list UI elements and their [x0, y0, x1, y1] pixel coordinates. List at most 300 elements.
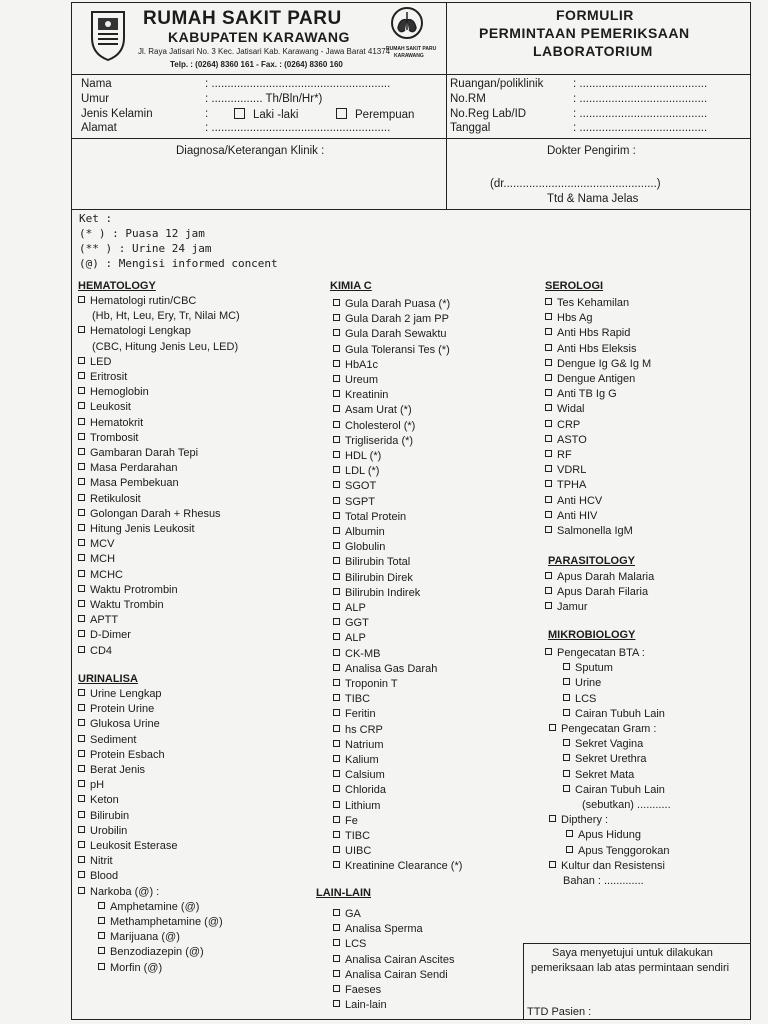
- checkbox-icon[interactable]: [333, 939, 340, 946]
- checkbox-icon[interactable]: [78, 478, 85, 485]
- checkbox-icon[interactable]: [333, 299, 340, 306]
- hematology-item[interactable]: [78, 476, 179, 490]
- field-noreg[interactable]: : ........................................: [573, 108, 708, 120]
- checkbox-icon[interactable]: [549, 724, 556, 731]
- kimia-item[interactable]: [333, 677, 398, 691]
- checkbox-icon[interactable]: [78, 372, 85, 379]
- checklist-item-label: Hematokrit: [90, 416, 144, 429]
- checklist-item-label: Nitrit: [90, 855, 113, 868]
- checkbox-icon[interactable]: [78, 735, 85, 742]
- checkbox-icon[interactable]: [545, 374, 552, 381]
- checkbox-icon[interactable]: [333, 421, 340, 428]
- checkbox-icon[interactable]: [78, 524, 85, 531]
- hematology-item[interactable]: [78, 552, 115, 566]
- checkbox-icon[interactable]: [333, 603, 340, 610]
- checkbox-icon[interactable]: [333, 633, 340, 640]
- checkbox-icon[interactable]: [78, 765, 85, 772]
- checkbox-icon[interactable]: [545, 389, 552, 396]
- checklist-item-label: Sputum: [575, 662, 613, 675]
- form-title-3: LABORATORIUM: [533, 43, 653, 59]
- urinalisa-item[interactable]: [78, 778, 104, 792]
- checklist-item-label: Hbs Ag: [557, 312, 593, 325]
- kimia-item[interactable]: [333, 403, 412, 417]
- checklist-item-label: LCS: [345, 938, 367, 951]
- checkbox-icon[interactable]: [563, 739, 570, 746]
- label-tanggal: Tanggal: [450, 122, 491, 134]
- serologi-item[interactable]: [545, 311, 592, 325]
- checklist-item-label: GA: [345, 908, 361, 920]
- serologi-item[interactable]: [545, 296, 629, 310]
- mikro-gram-item[interactable]: [563, 768, 634, 782]
- narkoba-item[interactable]: [98, 945, 204, 959]
- checkbox-icon[interactable]: [78, 509, 85, 516]
- label-diagnosa: Diagnosa/Keterangan Klinik :: [176, 145, 325, 157]
- kimia-item[interactable]: [333, 723, 383, 737]
- checkbox-icon[interactable]: [333, 846, 340, 853]
- lain-lain-item[interactable]: [333, 937, 366, 951]
- checkbox-icon[interactable]: [78, 826, 85, 833]
- checkbox-icon[interactable]: [333, 725, 340, 732]
- checklist-item-label: Ureum: [345, 374, 379, 386]
- kimia-item[interactable]: [333, 783, 386, 797]
- checklist-item-label: Pengecatan Gram :: [561, 723, 657, 735]
- checklist-item-label: Kalium: [345, 754, 379, 766]
- kimia-item[interactable]: [333, 799, 380, 813]
- kimia-item[interactable]: [333, 297, 450, 311]
- checkbox-icon[interactable]: [98, 902, 105, 909]
- hematology-item[interactable]: [78, 492, 141, 506]
- checklist-item-label: Feritin: [345, 708, 376, 721]
- lain-lain-item[interactable]: [333, 998, 387, 1012]
- checkbox-icon[interactable]: [333, 770, 340, 777]
- parasitology-item[interactable]: [545, 600, 588, 614]
- kimia-item[interactable]: [333, 707, 376, 721]
- lain-lain-item[interactable]: [333, 907, 361, 921]
- kimia-item[interactable]: [333, 753, 379, 767]
- checkbox-icon[interactable]: [78, 494, 85, 501]
- checkbox-icon[interactable]: [333, 573, 340, 580]
- kimia-item[interactable]: [333, 388, 388, 402]
- header-bottom-line: [71, 74, 751, 75]
- checkbox-icon[interactable]: [333, 801, 340, 808]
- checkbox-icon[interactable]: [78, 704, 85, 711]
- checklist-item-label: Cairan Tubuh Lain: [575, 783, 665, 796]
- header-divider: [446, 2, 447, 209]
- checkbox-icon[interactable]: [333, 542, 340, 549]
- serologi-item[interactable]: [545, 509, 597, 523]
- checkbox-icon[interactable]: [78, 887, 85, 894]
- checkbox-icon[interactable]: [333, 1000, 340, 1007]
- checkbox-icon[interactable]: [545, 450, 552, 457]
- field-norm[interactable]: : ........................................: [573, 93, 708, 105]
- checkbox-perempuan[interactable]: [336, 108, 414, 121]
- checkbox-icon[interactable]: [333, 618, 340, 625]
- checkbox-icon[interactable]: [333, 679, 340, 686]
- kimia-item[interactable]: [333, 601, 366, 615]
- kimia-item[interactable]: [333, 586, 420, 600]
- checkbox-icon[interactable]: [545, 420, 552, 427]
- checkbox-icon[interactable]: [78, 326, 85, 333]
- hematology-item[interactable]: [78, 294, 196, 308]
- serologi-item[interactable]: [545, 524, 633, 538]
- checkbox-icon[interactable]: [333, 481, 340, 488]
- checkbox-icon[interactable]: [549, 861, 556, 868]
- serologi-item[interactable]: [545, 418, 580, 432]
- checkbox-icon[interactable]: [563, 754, 570, 761]
- kimia-item[interactable]: [333, 464, 379, 478]
- checklist-item-label: Troponin T: [345, 678, 398, 690]
- mikro-gram-item[interactable]: [563, 752, 647, 766]
- checkbox-icon[interactable]: [333, 649, 340, 656]
- mikro-bta-item[interactable]: [563, 661, 613, 675]
- kimia-item[interactable]: [333, 479, 376, 493]
- checkbox-icon[interactable]: [563, 770, 570, 777]
- checkbox-icon[interactable]: [545, 344, 552, 351]
- urinalisa-item[interactable]: [78, 809, 129, 823]
- checkbox-icon[interactable]: [333, 329, 340, 336]
- checkbox-icon[interactable]: [78, 811, 85, 818]
- checkbox-icon[interactable]: [566, 830, 573, 837]
- kimia-item[interactable]: [333, 555, 410, 569]
- urinalisa-item[interactable]: [78, 748, 165, 762]
- checkbox-icon[interactable]: [333, 557, 340, 564]
- checkbox-icon[interactable]: [78, 750, 85, 757]
- checkbox-icon[interactable]: [333, 740, 340, 747]
- checkbox-icon[interactable]: [78, 448, 85, 455]
- lain-lain-item[interactable]: [333, 983, 381, 997]
- section-hematology: HEMATOLOGY: [78, 280, 156, 292]
- jk-colon: :: [205, 108, 209, 120]
- narkoba-item[interactable]: [98, 900, 199, 914]
- checklist-item-label: CD4: [90, 644, 113, 657]
- checkbox-icon[interactable]: [563, 678, 570, 685]
- narkoba-item[interactable]: [98, 930, 180, 944]
- hematology-item[interactable]: [78, 416, 143, 430]
- mikro-kultur[interactable]: [549, 859, 665, 873]
- laki-laki-label: Laki -laki: [253, 109, 299, 121]
- checkbox-icon[interactable]: [545, 298, 552, 305]
- mikro-bta-item[interactable]: [563, 676, 601, 690]
- checklist-item-label: Keton: [90, 794, 119, 807]
- urinalisa-item[interactable]: [78, 839, 177, 853]
- checklist-item-label: HbA1c: [345, 358, 379, 371]
- checklist-item-label: Bahan : .............: [563, 875, 644, 887]
- checkbox-icon[interactable]: [545, 465, 552, 472]
- serologi-item[interactable]: [545, 326, 630, 340]
- checkbox-icon[interactable]: [78, 418, 85, 425]
- checkbox-icon[interactable]: [78, 780, 85, 787]
- checkbox-icon[interactable]: [78, 841, 85, 848]
- checklist-item-label: Eritrosit: [90, 371, 128, 383]
- checkbox-icon[interactable]: [566, 846, 573, 853]
- checkbox-icon[interactable]: [545, 602, 552, 609]
- hematology-item[interactable]: [78, 568, 123, 582]
- kimia-item[interactable]: [333, 449, 381, 463]
- kimia-item[interactable]: [333, 373, 378, 387]
- hematology-item[interactable]: [78, 522, 195, 536]
- lain-lain-item[interactable]: [333, 922, 423, 936]
- kimia-item[interactable]: [333, 540, 385, 554]
- checkbox-icon[interactable]: [545, 496, 552, 503]
- checkbox-icon[interactable]: [78, 402, 85, 409]
- serologi-item[interactable]: [545, 357, 651, 371]
- urinalisa-item[interactable]: [78, 717, 160, 731]
- lain-lain-item[interactable]: [333, 968, 448, 982]
- checklist-item-label: Total Protein: [345, 510, 407, 523]
- hematology-item[interactable]: [78, 400, 131, 414]
- checklist-item-label: UIBC: [345, 845, 372, 858]
- hematology-item[interactable]: [78, 644, 112, 658]
- checkbox-icon[interactable]: [545, 572, 552, 579]
- kimia-item[interactable]: [333, 434, 413, 448]
- checkbox-laki-laki[interactable]: [234, 108, 298, 121]
- hematology-item[interactable]: [78, 431, 139, 445]
- checkbox-icon[interactable]: [545, 480, 552, 487]
- checklist-item-label: TIBC: [345, 830, 371, 842]
- hematology-item[interactable]: [78, 355, 111, 369]
- checkbox-icon[interactable]: [78, 871, 85, 878]
- checkbox-icon[interactable]: [78, 433, 85, 440]
- mikro-gram-item[interactable]: [563, 737, 643, 751]
- checkbox-icon[interactable]: [333, 970, 340, 977]
- checkbox-icon[interactable]: [333, 466, 340, 473]
- kimia-item[interactable]: [333, 571, 413, 585]
- hematology-item[interactable]: [78, 461, 177, 475]
- checkbox-icon[interactable]: [333, 664, 340, 671]
- checkbox-icon[interactable]: [333, 588, 340, 595]
- serologi-item[interactable]: [545, 494, 602, 508]
- kimia-item[interactable]: [333, 692, 370, 706]
- urinalisa-item[interactable]: [78, 763, 145, 777]
- parasitology-item[interactable]: [545, 570, 654, 584]
- hematology-item[interactable]: [78, 537, 114, 551]
- checkbox-icon[interactable]: [563, 709, 570, 716]
- checklist-item-label: Natrium: [345, 738, 384, 751]
- checkbox-icon[interactable]: [333, 345, 340, 352]
- checkbox-icon[interactable]: [78, 795, 85, 802]
- narkoba-item[interactable]: [98, 915, 223, 929]
- checklist-item-label: Bilirubin Direk: [345, 571, 413, 584]
- checkbox-icon[interactable]: [545, 587, 552, 594]
- checkbox-icon[interactable]: [545, 359, 552, 366]
- checklist-item-label: Apus Hidung: [578, 829, 641, 842]
- checkbox-icon[interactable]: [333, 831, 340, 838]
- checkbox-icon[interactable]: [545, 404, 552, 411]
- checklist-item-label: Chlorida: [345, 784, 386, 797]
- checkbox-icon[interactable]: [78, 570, 85, 577]
- checkbox-icon[interactable]: [98, 963, 105, 970]
- parasitology-item[interactable]: [545, 585, 648, 599]
- serologi-item[interactable]: [545, 402, 585, 416]
- kimia-item[interactable]: [333, 495, 375, 509]
- checkbox-icon[interactable]: [333, 785, 340, 792]
- mikro-dipthery[interactable]: [549, 813, 608, 827]
- checkbox-icon[interactable]: [545, 511, 552, 518]
- urinalisa-item[interactable]: [78, 885, 159, 899]
- checkbox-icon[interactable]: [78, 387, 85, 394]
- checkbox-icon[interactable]: [563, 694, 570, 701]
- checkbox-icon[interactable]: [78, 719, 85, 726]
- checkbox-icon[interactable]: [333, 924, 340, 931]
- mikro-dipthery-item[interactable]: [566, 844, 670, 858]
- checkbox-icon[interactable]: [549, 815, 556, 822]
- kimia-item[interactable]: [333, 844, 371, 858]
- narkoba-item[interactable]: [98, 961, 162, 975]
- serologi-item[interactable]: [545, 387, 617, 401]
- checkbox-icon[interactable]: [333, 390, 340, 397]
- kimia-item[interactable]: [333, 510, 406, 524]
- checklist-item-label: CK-MB: [345, 647, 381, 660]
- hematology-item[interactable]: [78, 598, 164, 612]
- kimia-item[interactable]: [333, 343, 450, 357]
- serologi-item[interactable]: [545, 372, 635, 386]
- kimia-item[interactable]: [333, 616, 369, 630]
- hematology-item[interactable]: [78, 370, 127, 384]
- kimia-item[interactable]: [333, 525, 385, 539]
- checkbox-icon[interactable]: [78, 600, 85, 607]
- hematology-item[interactable]: [78, 507, 221, 521]
- consent-ttd-pasien[interactable]: TTD Pasien :: [527, 1006, 592, 1018]
- checklist-item-label: LCS: [575, 692, 597, 705]
- urinalisa-item[interactable]: [78, 733, 136, 747]
- hematology-item[interactable]: [78, 446, 198, 460]
- mikro-bta-item[interactable]: [563, 692, 596, 706]
- hematology-item[interactable]: [78, 385, 149, 399]
- serologi-item[interactable]: [545, 433, 587, 447]
- checkbox-icon[interactable]: [545, 648, 552, 655]
- checkbox-icon[interactable]: [333, 314, 340, 321]
- urinalisa-item[interactable]: [78, 824, 127, 838]
- field-ruangan[interactable]: : ........................................: [573, 78, 708, 90]
- serologi-item[interactable]: [545, 463, 586, 477]
- checklist-item-label: TIBC: [345, 693, 371, 706]
- checkbox-icon[interactable]: [545, 526, 552, 533]
- label-ruangan: Ruangan/poliklinik: [450, 78, 544, 90]
- urinalisa-item[interactable]: [78, 854, 113, 868]
- logo-caption-1: RUMAH SAKIT PARU: [386, 46, 437, 52]
- checklist-item-label: ALP: [345, 632, 366, 645]
- hematology-item[interactable]: [78, 613, 118, 627]
- checklist-item-label: Sekret Mata: [575, 768, 635, 781]
- checkbox-icon[interactable]: [333, 436, 340, 443]
- checkbox-icon[interactable]: [333, 451, 340, 458]
- checklist-item-label: RF: [557, 449, 572, 461]
- checklist-item-label: ASTO: [557, 433, 587, 446]
- checklist-item-label: Retikulosit: [90, 492, 141, 505]
- checkbox-icon[interactable]: [78, 585, 85, 592]
- checkbox-icon[interactable]: [563, 785, 570, 792]
- field-nama[interactable]: : ........................................................: [205, 78, 391, 90]
- consent-line-1: Saya menyetujui untuk dilakukan: [552, 947, 713, 959]
- checklist-item-label: Anti Hbs Rapid: [557, 327, 631, 340]
- patient-bottom-line: [71, 138, 751, 139]
- urinalisa-item[interactable]: [78, 869, 118, 883]
- checkbox-icon[interactable]: [333, 527, 340, 534]
- lain-lain-item[interactable]: [333, 953, 454, 967]
- checklist-item-label: Cairan Tubuh Lain: [575, 707, 665, 720]
- checkbox-icon[interactable]: [333, 985, 340, 992]
- checkbox-icon[interactable]: [333, 861, 340, 868]
- kimia-item[interactable]: [333, 662, 437, 676]
- checkbox-icon[interactable]: [78, 357, 85, 364]
- checkbox-icon[interactable]: [333, 497, 340, 504]
- hematology-item[interactable]: [78, 583, 178, 597]
- serologi-item[interactable]: [545, 342, 636, 356]
- kimia-item[interactable]: [333, 327, 447, 341]
- urinalisa-item[interactable]: [78, 687, 162, 701]
- mikro-bta-item[interactable]: [563, 707, 665, 721]
- checkbox-icon[interactable]: [545, 328, 552, 335]
- field-tanggal[interactable]: : ........................................: [573, 122, 708, 134]
- field-umur[interactable]: : ................ Th/Bln/Hr*): [205, 93, 323, 105]
- checkbox-icon[interactable]: [333, 755, 340, 762]
- serologi-item[interactable]: [545, 478, 586, 492]
- field-dokter[interactable]: (dr................................................): [490, 178, 661, 190]
- mikro-gram[interactable]: [549, 722, 656, 736]
- mikro-bta[interactable]: [545, 646, 645, 660]
- checkbox-icon[interactable]: [78, 856, 85, 863]
- checklist-item-label: hs CRP: [345, 723, 383, 736]
- checkbox-icon[interactable]: [78, 689, 85, 696]
- mikro-dipthery-item[interactable]: [566, 828, 641, 842]
- checklist-item-label: D-Dimer: [90, 629, 131, 642]
- checkbox-icon[interactable]: [545, 435, 552, 442]
- checkbox-icon[interactable]: [545, 313, 552, 320]
- checkbox-icon[interactable]: [98, 947, 105, 954]
- checkbox-icon[interactable]: [563, 663, 570, 670]
- checkbox-icon[interactable]: [78, 539, 85, 546]
- checkbox-icon[interactable]: [78, 630, 85, 637]
- kimia-item[interactable]: [333, 419, 415, 433]
- checkbox-icon[interactable]: [333, 405, 340, 412]
- section-kimia: KIMIA C: [330, 280, 372, 292]
- hematology-item[interactable]: [78, 628, 131, 642]
- checkbox-icon[interactable]: [333, 816, 340, 823]
- kimia-item[interactable]: [333, 768, 385, 782]
- checkbox-icon[interactable]: [333, 375, 340, 382]
- urinalisa-item[interactable]: [78, 793, 119, 807]
- kimia-item[interactable]: [333, 829, 370, 843]
- checkbox-icon[interactable]: [333, 360, 340, 367]
- checkbox-icon[interactable]: [333, 955, 340, 962]
- serologi-item[interactable]: [545, 448, 572, 462]
- hematology-item[interactable]: [78, 324, 191, 338]
- checkbox-icon[interactable]: [98, 932, 105, 939]
- checkbox-icon[interactable]: [78, 646, 85, 653]
- mikro-gram-item[interactable]: [563, 783, 665, 797]
- checkbox-icon[interactable]: [98, 917, 105, 924]
- kimia-item[interactable]: [333, 358, 378, 372]
- checkbox-icon[interactable]: [78, 463, 85, 470]
- checkbox-icon[interactable]: [333, 909, 340, 916]
- checkbox-icon[interactable]: [333, 694, 340, 701]
- kimia-item[interactable]: [333, 647, 380, 661]
- field-alamat[interactable]: : ........................................................: [205, 122, 391, 134]
- kimia-item[interactable]: [333, 738, 384, 752]
- checkbox-icon[interactable]: [78, 296, 85, 303]
- kimia-item[interactable]: [333, 859, 462, 873]
- checkbox-icon[interactable]: [78, 615, 85, 622]
- checkbox-icon[interactable]: [333, 512, 340, 519]
- kimia-item[interactable]: [333, 312, 449, 326]
- kimia-item[interactable]: [333, 814, 358, 828]
- urinalisa-item[interactable]: [78, 702, 154, 716]
- kimia-item[interactable]: [333, 631, 366, 645]
- label-ttd: Ttd & Nama Jelas: [547, 193, 639, 205]
- checkbox-icon[interactable]: [333, 709, 340, 716]
- checkbox-icon[interactable]: [78, 554, 85, 561]
- checklist-item-label: Apus Tenggorokan: [578, 844, 670, 857]
